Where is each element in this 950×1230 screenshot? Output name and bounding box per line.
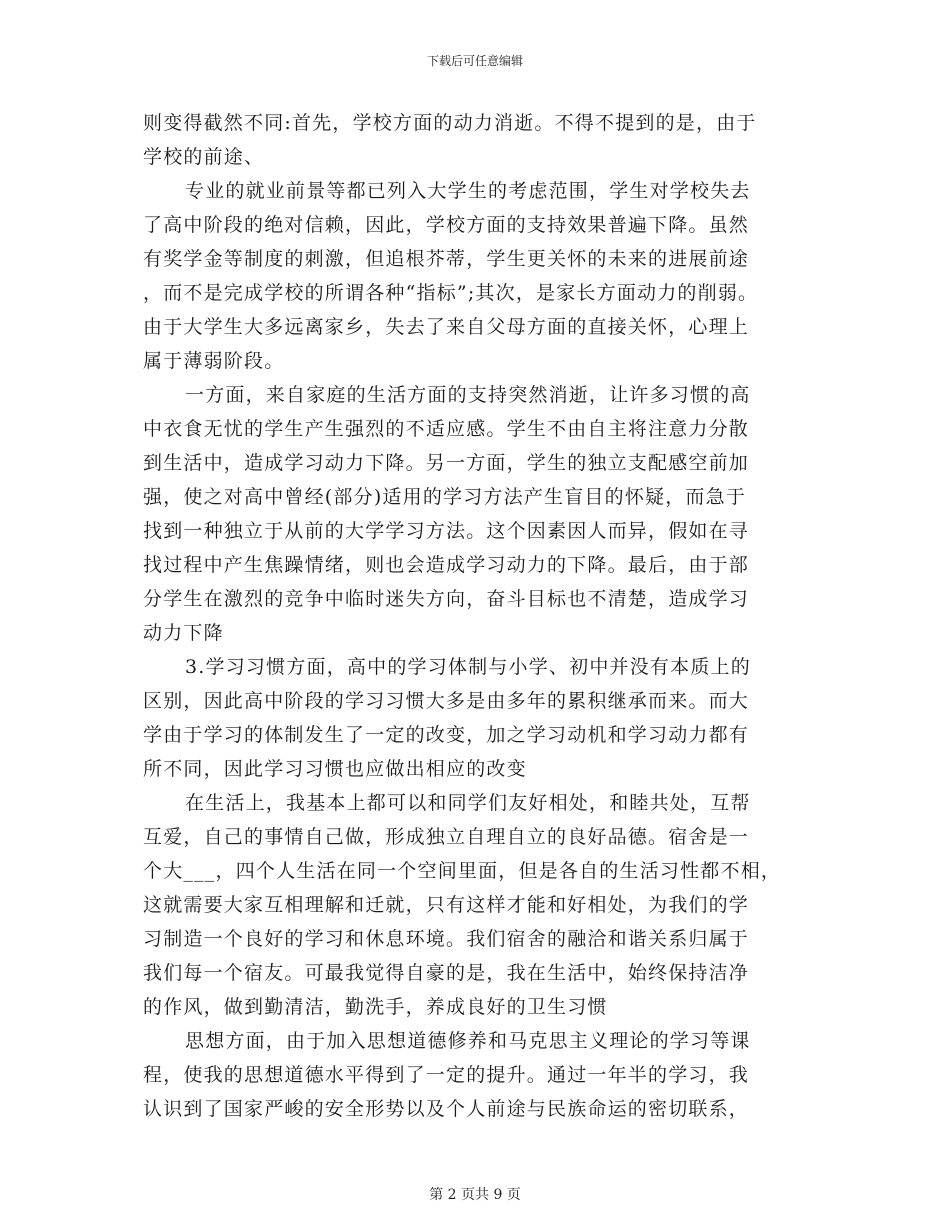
paragraph-first-line: 思想方面，由于加入思想道德修养和马克思主义理论的学习等课 (185, 1030, 751, 1052)
paragraph-first-line: 专业的就业前景等都已列入大学生的考虑范围，学生对学校失去 (185, 180, 751, 202)
text-line: 属于薄弱阶段。 (143, 350, 285, 372)
text-line: 有奖学金等制度的刺激，但追根芥蒂，学生更关怀的未来的进展前途 (143, 248, 750, 270)
text-line: 认识到了国家严峻的安全形势以及个人前途与民族命运的密切联系， (143, 1098, 750, 1120)
paragraph-first-line: 在生活上，我基本上都可以和同学们友好相处，和睦共处，互帮 (185, 792, 751, 814)
text-line: 到生活中，造成学习动力下降。另一方面，学生的独立支配感空前加 (143, 452, 750, 474)
text-line: 程，使我的思想道德水平得到了一定的提升。通过一年半的学习，我 (143, 1064, 750, 1086)
text-line: 区别，因此高中阶段的学习习惯大多是由多年的累积继承而来。而大 (143, 690, 750, 712)
text-line: 学校的前途、 (143, 146, 265, 168)
text-line: 的作风，做到勤清洁，勤洗手，养成良好的卫生习惯 (143, 996, 608, 1018)
text-line: ，而不是完成学校的所谓各种“指标”;其次，是家长方面动力的削弱。 (143, 282, 759, 304)
paragraph-first-line: 一方面，来自家庭的生活方面的支持突然消逝，让许多习惯的高 (185, 384, 751, 406)
text-line: 由于大学生大多远离家乡，失去了来自父母方面的直接关怀，心理上 (143, 316, 750, 338)
paragraph-first-line: 3.学习习惯方面，高中的学习体制与小学、初中并没有本质上的 (185, 656, 751, 678)
text-line: 分学生在激烈的竞争中临时迷失方向，奋斗目标也不清楚，造成学习 (143, 588, 750, 610)
text-line: 我们每一个宿友。可最我觉得自豪的是，我在生活中，始终保持洁净 (143, 962, 750, 984)
page-header: 下载后可任意编辑 (426, 54, 523, 68)
text-line: 则变得截然不同:首先，学校方面的动力消逝。不得不提到的是，由于 (143, 112, 757, 134)
text-line: 所不同，因此学习习惯也应做出相应的改变 (143, 758, 527, 780)
text-line: 互爱，自己的事情自己做，形成独立自理自立的良好品德。宿舍是一 (143, 826, 750, 848)
text-line: 找过程中产生焦躁情绪，则也会造成学习动力的下降。最后，由于部 (143, 554, 750, 576)
text-line: 个大___，四个人生活在同一个空间里面，但是各自的生活习性都不相， (143, 860, 782, 882)
page-footer: 第 2 页共 9 页 (429, 1187, 521, 1203)
text-line: 这就需要大家互相理解和迁就，只有这样才能和好相处，为我们的学 (143, 894, 750, 916)
text-line: 找到一种独立于从前的大学学习方法。这个因素因人而异，假如在寻 (143, 520, 750, 542)
text-line: 了高中阶段的绝对信赖，因此，学校方面的支持效果普遍下降。虽然 (143, 214, 750, 236)
text-line: 强，使之对高中曾经(部分)适用的学习方法产生盲目的怀疑，而急于 (143, 486, 747, 508)
document-body (143, 106, 823, 1126)
text-line: 习制造一个良好的学习和休息环境。我们宿舍的融洽和谐关系归属于 (143, 928, 750, 950)
text-line: 学由于学习的体制发生了一定的改变，加之学习动机和学习动力都有 (143, 724, 750, 746)
text-line: 动力下降 (143, 622, 224, 644)
text-line: 中衣食无忧的学生产生强烈的不适应感。学生不由自主将注意力分散 (143, 418, 750, 440)
